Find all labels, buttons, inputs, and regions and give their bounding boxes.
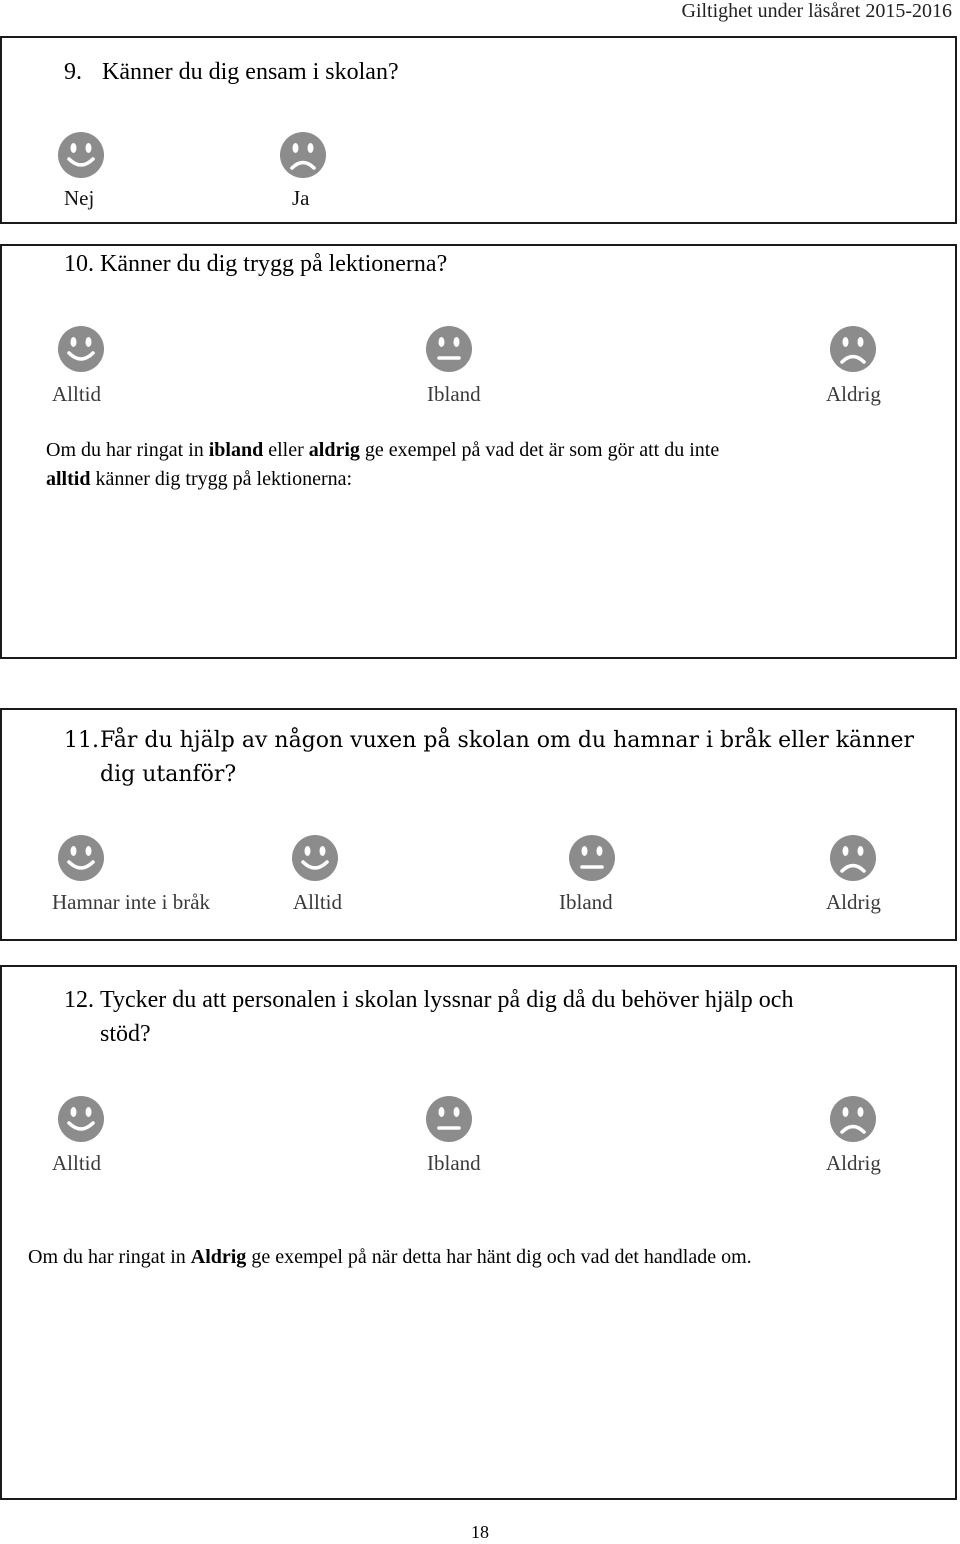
question-12 [64, 984, 954, 1054]
option-aldrig[interactable]: Aldrig [826, 382, 881, 406]
option-ibland[interactable]: Ibland [427, 382, 481, 406]
question-text-line-2: dig utanför? [100, 762, 237, 787]
option-alltid[interactable]: Alltid [293, 890, 343, 914]
happy-face-icon[interactable] [57, 131, 105, 179]
validity-header: Giltighet under läsåret 2015-2016 [681, 0, 952, 22]
sad-face-icon[interactable] [279, 131, 327, 179]
option-hamnar-inte-i-brak[interactable]: Hamnar inte i bråk [52, 890, 211, 914]
option-ibland[interactable]: Ibland [559, 890, 613, 914]
question-text: Tycker du att personalen i skolan lyssnar på dig då du behöver hjälp och [100, 987, 794, 1013]
question-text-line-2: stöd? [100, 1021, 151, 1047]
page-number: 18 [471, 1522, 489, 1542]
follow-up-instruction: Om du har ringat in Aldrig ge exempel på när detta har hänt dig och vad det handlade om. [28, 1246, 752, 1268]
neutral-face-icon[interactable] [425, 1095, 473, 1143]
option-aldrig[interactable]: Aldrig [826, 1151, 881, 1175]
option-nej[interactable]: Nej [64, 186, 95, 210]
question-number: 11. [64, 728, 99, 753]
happy-face-icon[interactable] [291, 834, 339, 882]
question-9 [64, 56, 944, 90]
question-10 [64, 248, 944, 282]
option-alltid[interactable]: Alltid [52, 1151, 102, 1175]
question-text: Får du hjälp av någon vuxen på skolan om du hamnar i bråk eller känner [100, 728, 915, 753]
question-number: 12. [64, 987, 94, 1013]
option-aldrig[interactable]: Aldrig [826, 890, 881, 914]
happy-face-icon[interactable] [57, 1095, 105, 1143]
sad-face-icon[interactable] [829, 1095, 877, 1143]
answer-area[interactable] [4, 500, 952, 654]
sad-face-icon[interactable] [829, 834, 877, 882]
sad-face-icon[interactable] [829, 325, 877, 373]
question-number: 10. [64, 251, 94, 277]
option-alltid[interactable]: Alltid [52, 382, 102, 406]
neutral-face-icon[interactable] [425, 325, 473, 373]
question-text: Känner du dig trygg på lektionerna? [100, 251, 448, 277]
happy-face-icon[interactable] [57, 834, 105, 882]
question-text: Känner du dig ensam i skolan? [102, 59, 399, 85]
answer-area[interactable] [4, 1285, 952, 1495]
happy-face-icon[interactable] [57, 325, 105, 373]
question-number: 9. [64, 59, 82, 85]
option-ibland[interactable]: Ibland [427, 1151, 481, 1175]
follow-up-instruction: Om du har ringat in ibland eller aldrig ge exempel på vad det är som gör att du inte alltid känner dig trygg på lektionerna: [46, 439, 720, 490]
neutral-face-icon[interactable] [568, 834, 616, 882]
option-ja[interactable]: Ja [292, 186, 310, 210]
question-11 [64, 724, 956, 794]
